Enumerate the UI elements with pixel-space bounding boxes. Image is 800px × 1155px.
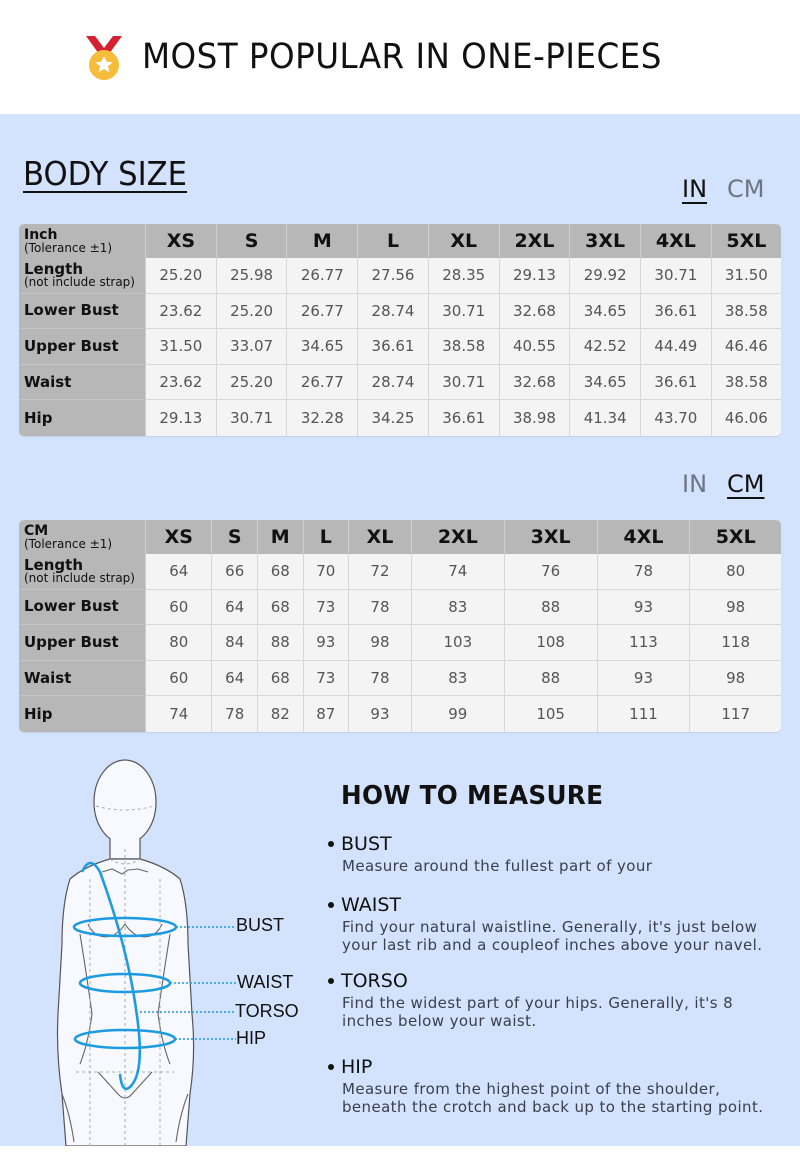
size-value-cell: 73 xyxy=(304,661,350,697)
size-value-cell: 68 xyxy=(258,554,304,590)
size-value-cell: 72 xyxy=(349,554,412,590)
row-label xyxy=(19,400,146,436)
size-value-cell: 33.07 xyxy=(217,329,288,365)
row-label xyxy=(19,258,146,294)
size-header: 3XL xyxy=(505,520,598,554)
measurement-name: Length xyxy=(24,259,83,278)
size-value-cell: 68 xyxy=(258,661,304,697)
table-row xyxy=(19,400,781,436)
table-header-row xyxy=(19,520,781,554)
row-label xyxy=(19,696,146,732)
measure-desc: Measure around the fullest part of your xyxy=(342,857,653,875)
size-value-cell: 98 xyxy=(690,590,781,626)
size-value-cell: 34.65 xyxy=(570,294,641,330)
size-value-cell: 78 xyxy=(212,696,258,732)
size-value-cell: 30.71 xyxy=(217,400,288,436)
size-value-cell: 36.61 xyxy=(429,400,500,436)
measure-desc: Find the widest part of your hips. Generally, it's 8 inches below your waist. xyxy=(342,994,734,1030)
size-value-cell: 42.52 xyxy=(570,329,641,365)
size-value-cell: 46.46 xyxy=(712,329,781,365)
size-value-cell: 34.65 xyxy=(287,329,358,365)
size-value-cell: 38.58 xyxy=(429,329,500,365)
size-value-cell: 23.62 xyxy=(146,365,217,401)
size-value-cell: 88 xyxy=(505,590,598,626)
size-value-cell: 30.71 xyxy=(641,258,712,294)
section-title: BODY SIZE xyxy=(23,154,188,193)
size-header: M xyxy=(287,224,358,258)
size-value-cell: 98 xyxy=(349,625,412,661)
unit-in-tab[interactable]: IN xyxy=(682,470,708,498)
size-value-cell: 87 xyxy=(304,696,350,732)
row-label xyxy=(19,294,146,330)
table-row xyxy=(19,590,781,626)
size-value-cell: 78 xyxy=(349,590,412,626)
measurement-name: Lower Bust xyxy=(24,301,119,320)
measurement-name: Waist xyxy=(24,372,72,391)
size-header: 2XL xyxy=(412,520,505,554)
tolerance-label: (Tolerance ±1) xyxy=(24,536,113,551)
size-value-cell: 88 xyxy=(258,625,304,661)
size-value-cell: 68 xyxy=(258,590,304,626)
table-header-row xyxy=(19,224,781,258)
table-row xyxy=(19,696,781,732)
size-header: 2XL xyxy=(500,224,571,258)
figure-label-bust: BUST xyxy=(236,915,285,935)
size-value-cell: 103 xyxy=(412,625,505,661)
measure-desc: Find your natural waistline. Generally, it's just below your last rib and a coupleof inches above your navel. xyxy=(342,918,763,954)
size-value-cell: 60 xyxy=(146,661,212,697)
size-value-cell: 117 xyxy=(721,705,751,724)
unit-in-tab[interactable]: IN xyxy=(682,175,708,203)
unit-toggle-cm-table xyxy=(682,470,765,498)
size-value-cell: 66 xyxy=(212,554,258,590)
unit-toggle-inch-table xyxy=(682,175,765,203)
figure-label-torso: TORSO xyxy=(235,1001,299,1021)
size-value-cell: 32.68 xyxy=(500,365,571,401)
size-value-cell: 44.49 xyxy=(641,329,712,365)
measurement-note: (not include strap) xyxy=(24,274,135,289)
row-label xyxy=(19,329,146,365)
size-header: 4XL xyxy=(598,520,691,554)
size-value-cell: 93 xyxy=(598,590,691,626)
size-value-cell: 29.13 xyxy=(146,400,217,436)
figure-label-hip: HIP xyxy=(236,1028,267,1048)
row-label xyxy=(19,661,146,697)
size-value-cell: 30.71 xyxy=(429,294,500,330)
cm-size-table xyxy=(19,520,781,732)
size-value-cell: 28.74 xyxy=(358,365,429,401)
measure-title: TORSO xyxy=(341,970,408,992)
row-label xyxy=(19,365,146,401)
body-measurement-figure xyxy=(40,754,310,1146)
size-header: XL xyxy=(349,520,412,554)
measure-item-hip xyxy=(328,1056,788,1116)
measurement-name: Upper Bust xyxy=(24,336,119,355)
measurement-name: Hip xyxy=(24,408,53,427)
size-value-cell: 113 xyxy=(598,625,691,661)
size-value-cell: 34.65 xyxy=(570,365,641,401)
size-header: XS xyxy=(146,520,212,554)
size-value-cell: 108 xyxy=(505,625,598,661)
size-header: XL xyxy=(429,224,500,258)
size-value-cell: 31.50 xyxy=(712,258,781,294)
row-label xyxy=(19,554,146,590)
unit-label: Inch xyxy=(24,226,58,243)
how-to-measure-title: HOW TO MEASURE xyxy=(341,781,604,811)
size-value-cell: 83 xyxy=(412,590,505,626)
size-value-cell: 36.61 xyxy=(358,329,429,365)
unit-cm-tab[interactable]: CM xyxy=(727,470,765,498)
bullet-icon xyxy=(328,1064,334,1070)
size-value-cell: 26.77 xyxy=(287,294,358,330)
size-value-cell: 80 xyxy=(690,554,781,590)
table-row xyxy=(19,365,781,401)
size-value-cell: 31.50 xyxy=(146,329,217,365)
size-value-cell: 25.20 xyxy=(217,294,288,330)
table-corner-cell xyxy=(19,520,146,554)
size-value-cell: 74 xyxy=(146,696,212,732)
size-value-cell: 32.68 xyxy=(500,294,571,330)
size-value-cell: 78 xyxy=(349,661,412,697)
size-value-cell: 36.61 xyxy=(641,365,712,401)
measure-title: HIP xyxy=(341,1056,373,1078)
size-header: 5XL xyxy=(690,520,781,554)
size-value-cell: 64 xyxy=(146,554,212,590)
size-value-cell: 84 xyxy=(212,625,258,661)
size-value-cell: 29.92 xyxy=(570,258,641,294)
size-value-cell: 29.13 xyxy=(500,258,571,294)
table-row xyxy=(19,625,781,661)
unit-label: CM xyxy=(24,522,49,539)
table-row xyxy=(19,661,781,697)
size-value-cell: 74 xyxy=(412,554,505,590)
figure-label-waist: WAIST xyxy=(237,972,294,992)
size-value-cell: 93 xyxy=(349,696,412,732)
measurement-name: Hip xyxy=(24,704,53,723)
size-value-cell: 83 xyxy=(412,661,505,697)
size-value-cell: 111 xyxy=(598,696,691,732)
measurement-name: Length xyxy=(24,555,83,574)
size-value-cell: 98 xyxy=(690,661,781,697)
size-value-cell: 26.77 xyxy=(287,258,358,294)
size-value-cell: 25.20 xyxy=(217,365,288,401)
size-value-cell: 118 xyxy=(690,625,781,661)
table-row xyxy=(19,554,781,590)
size-value-cell: 38.58 xyxy=(712,294,781,330)
tolerance-label: (Tolerance ±1) xyxy=(24,240,113,255)
inch-size-table xyxy=(19,224,781,436)
size-header: 5XL xyxy=(712,224,781,258)
size-value-cell: 43.70 xyxy=(641,400,712,436)
size-value-cell: 73 xyxy=(304,590,350,626)
measure-item-waist xyxy=(328,894,788,954)
unit-cm-tab[interactable]: CM xyxy=(727,175,765,203)
size-value-cell: 82 xyxy=(258,696,304,732)
size-value-cell: 36.61 xyxy=(641,294,712,330)
size-value-cell: 38.58 xyxy=(712,365,781,401)
size-header: XS xyxy=(146,224,217,258)
measure-item-bust xyxy=(328,833,788,875)
size-value-cell: 34.25 xyxy=(358,400,429,436)
row-label xyxy=(19,590,146,626)
size-header: M xyxy=(258,520,304,554)
size-value-cell: 78 xyxy=(598,554,691,590)
table-row xyxy=(19,294,781,330)
size-value-cell: 46.06 xyxy=(724,409,768,428)
measurement-name: Lower Bust xyxy=(24,597,119,616)
measure-item-torso xyxy=(328,970,788,1030)
size-value-cell: 28.74 xyxy=(358,294,429,330)
size-value-cell: 88 xyxy=(505,661,598,697)
size-value-cell: 76 xyxy=(505,554,598,590)
size-header: L xyxy=(358,224,429,258)
size-header: 3XL xyxy=(570,224,641,258)
measurement-note: (not include strap) xyxy=(24,570,135,585)
size-value-cell: 25.98 xyxy=(217,258,288,294)
size-value-cell: 80 xyxy=(146,625,212,661)
measure-title: WAIST xyxy=(341,894,402,916)
size-value-cell: 105 xyxy=(505,696,598,732)
size-value-cell: 64 xyxy=(212,661,258,697)
size-value-cell: 64 xyxy=(212,590,258,626)
table-row xyxy=(19,258,781,294)
medal-icon xyxy=(84,36,124,82)
measurement-name: Upper Bust xyxy=(24,632,119,651)
top-banner xyxy=(0,0,800,114)
table-corner-cell xyxy=(19,224,146,258)
row-label xyxy=(19,625,146,661)
size-value-cell: 25.20 xyxy=(146,258,217,294)
size-value-cell: 93 xyxy=(304,625,350,661)
size-value-cell: 40.55 xyxy=(500,329,571,365)
size-value-cell: 30.71 xyxy=(429,365,500,401)
bullet-icon xyxy=(328,978,334,984)
size-value-cell: 27.56 xyxy=(358,258,429,294)
size-value-cell: 99 xyxy=(412,696,505,732)
bullet-icon xyxy=(328,902,334,908)
measure-desc: Measure from the highest point of the shoulder, beneath the crotch and back up to the starting point. xyxy=(342,1080,764,1116)
banner-title: MOST POPULAR IN ONE-PIECES xyxy=(142,37,662,77)
size-value-cell: 26.77 xyxy=(287,365,358,401)
size-value-cell: 23.62 xyxy=(146,294,217,330)
size-value-cell: 28.35 xyxy=(429,258,500,294)
table-row xyxy=(19,329,781,365)
measurement-name: Waist xyxy=(24,668,72,687)
size-value-cell: 32.28 xyxy=(287,400,358,436)
size-value-cell: 60 xyxy=(146,590,212,626)
size-value-cell: 93 xyxy=(598,661,691,697)
bullet-icon xyxy=(328,841,334,847)
size-value-cell: 38.98 xyxy=(500,400,571,436)
size-header: S xyxy=(217,224,288,258)
size-header: 4XL xyxy=(641,224,712,258)
size-chart-section xyxy=(0,114,800,1146)
size-header: L xyxy=(304,520,350,554)
size-value-cell: 41.34 xyxy=(570,400,641,436)
size-value-cell: 70 xyxy=(304,554,350,590)
mannequin-illustration xyxy=(40,754,310,1146)
size-header: S xyxy=(212,520,258,554)
measure-title: BUST xyxy=(341,833,392,855)
